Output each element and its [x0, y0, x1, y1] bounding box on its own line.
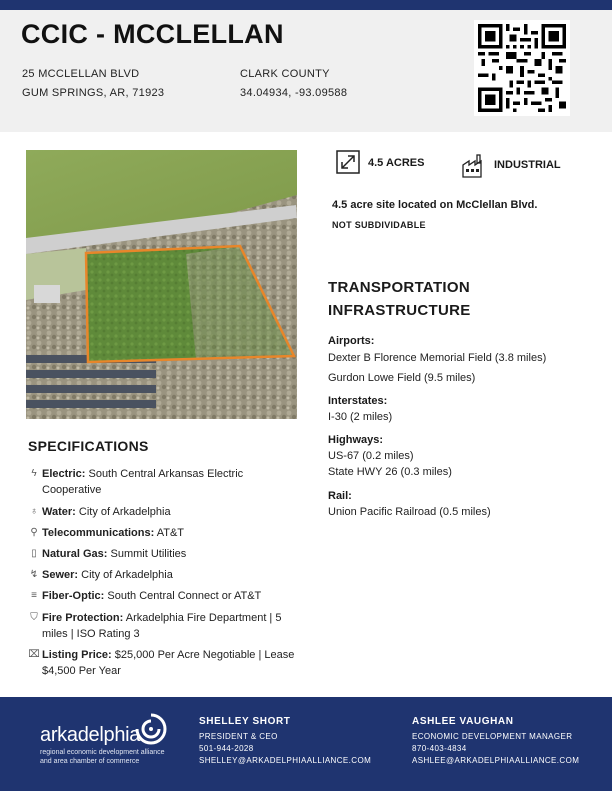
contact-phone[interactable]: 870-403-4834 [412, 744, 467, 753]
spec-listing-price [28, 647, 303, 679]
contact-email[interactable]: ASHLEE@ARKADELPHIAALLIANCE.COM [412, 756, 580, 765]
fiber-icon: ≡ [31, 590, 37, 601]
logo-tagline-2: and area chamber of commerce [40, 758, 140, 765]
price-tag-icon: ⌧ [28, 649, 40, 660]
address-line1: 25 MCCLELLAN BLVD [22, 68, 140, 80]
lightning-icon: ϟ [31, 468, 37, 479]
spec-label: Sewer: [42, 569, 79, 581]
zoning-type: INDUSTRIAL [494, 159, 561, 171]
interstates-label: Interstates: [328, 395, 388, 407]
expand-arrows-icon [336, 150, 360, 174]
highways-label: Highways: [328, 434, 384, 446]
spec-value: City of Arkadelphia [78, 506, 171, 518]
interstate-item: I-30 (2 miles) [328, 411, 393, 423]
highway-item: US-67 (0.2 miles) [328, 450, 414, 462]
contact-shelley [199, 716, 371, 767]
spec-label: Listing Price: [42, 649, 112, 661]
site-address [22, 65, 164, 103]
county: CLARK COUNTY [240, 68, 330, 80]
spec-value: City of Arkadelphia [81, 569, 173, 581]
contact-email[interactable]: SHELLEY@ARKADELPHIAALLIANCE.COM [199, 756, 372, 765]
contact-name: SHELLEY SHORT [199, 716, 291, 727]
top-accent-bar [0, 0, 612, 10]
aerial-site-photo [26, 150, 297, 419]
tower-icon: ⚲ [30, 527, 38, 538]
subdivision-note: NOT SUBDIVIDABLE [332, 220, 426, 230]
page-title: CCIC - MCCLELLAN [21, 19, 284, 49]
spec-label: Electric: [42, 468, 86, 480]
spec-value: South Central Connect or AT&T [107, 590, 262, 602]
logo-tagline-1: regional economic development alliance [40, 749, 165, 756]
airport-item: Gurdon Lowe Field (9.5 miles) [328, 372, 476, 384]
airport-item: Dexter B Florence Memorial Field (3.8 miles) [328, 352, 547, 364]
spec-value: $25,000 Per Acre Negotiable | Lease $4,500 Per Year [42, 649, 295, 677]
contact-phone[interactable]: 501-944-2028 [199, 744, 254, 753]
contact-ashlee [412, 716, 579, 767]
water-drop-icon: ♁ [30, 506, 38, 517]
highway-item: State HWY 26 (0.3 miles) [328, 466, 452, 478]
factory-icon [461, 153, 487, 179]
site-location [240, 65, 347, 103]
specifications-heading: SPECIFICATIONS [28, 438, 149, 454]
contact-name: ASHLEE VAUGHAN [412, 716, 514, 727]
logo-wordmark: arkadelphia [40, 724, 141, 746]
rail-item: Union Pacific Railroad (0.5 miles) [328, 506, 491, 518]
spec-label: Fire Protection: [42, 612, 124, 624]
site-description: 4.5 acre site located on McClellan Blvd. [332, 199, 538, 211]
contact-title: ECONOMIC DEVELOPMENT MANAGER [412, 732, 573, 741]
spec-value: Arkadelphia Fire Department | 5 miles | ISO Rating 3 [42, 612, 282, 640]
contact-title: PRESIDENT & CEO [199, 732, 278, 741]
spec-fire-protection [28, 610, 303, 642]
spec-label: Water: [42, 506, 76, 518]
rail-label: Rail: [328, 490, 352, 502]
spec-value: AT&T [156, 527, 185, 539]
airports-label: Airports: [328, 335, 375, 347]
pipe-icon: ↯ [29, 569, 39, 580]
spec-label: Fiber-Optic: [42, 590, 105, 602]
coordinates: 34.04934, -93.09588 [240, 87, 348, 99]
spec-electric [28, 466, 303, 498]
acreage: 4.5 ACRES [368, 157, 425, 169]
spec-label: Natural Gas: [42, 548, 108, 560]
spec-value: South Central Arkansas Electric Cooperative [42, 468, 244, 496]
qr-code-icon[interactable] [474, 20, 570, 116]
address-line2: GUM SPRINGS, AR, 71923 [22, 87, 165, 99]
transportation-heading: TRANSPORTATION INFRASTRUCTURE [328, 279, 471, 319]
shield-icon: ⛉ [30, 612, 38, 623]
gas-tank-icon: ▯ [31, 548, 37, 559]
spec-label: Telecommunications: [42, 527, 155, 539]
spec-value: Summit Utilities [110, 548, 187, 560]
